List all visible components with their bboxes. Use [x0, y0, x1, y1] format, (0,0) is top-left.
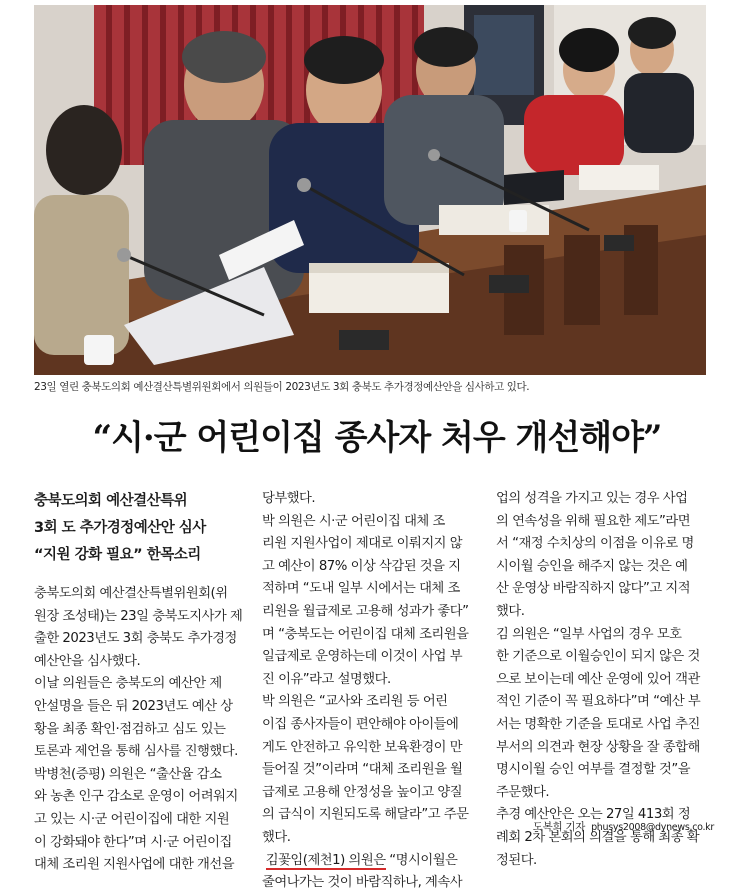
news-photo [34, 5, 706, 375]
body-line: 줄여나가는 것이 바람직하나, 계속사 [262, 875, 463, 891]
body-line: 으로 보이는데 예산 운영에 있어 객관 [496, 671, 700, 687]
body-line: 리원을 월급제로 고용해 성과가 좋다” [262, 603, 469, 619]
body-line: 대체 조리원 지원사업에 대한 개선을 [34, 857, 235, 873]
reporter-name: 도복희 기자 [532, 821, 586, 833]
highlighted-name: 김꽃임(제천1) 의원은 [265, 852, 386, 868]
body-line: 게도 안전하고 유익한 보육환경이 만 [262, 739, 463, 755]
body-line: 례회 2차 본회의 의결을 통해 최종 확 [496, 829, 700, 845]
body-line: 의 연속성을 위해 필요한 제도”라면 [496, 513, 691, 529]
body-line: 며 “충북도는 어린이집 대체 조리원을 [262, 626, 469, 642]
body-line: 일급제로 운영하는데 이것이 사업 부 [262, 649, 463, 665]
body-line: 추경 예산안은 오는 27일 413회 정 [496, 807, 691, 823]
body-line: 출한 2023년도 3회 충북도 추가경정 [34, 631, 237, 647]
body-line: 의 급식이 지원되도록 해달라”고 주문 [262, 807, 469, 823]
body-line: 리원 지원사업이 제대로 이뤄지지 않 [262, 536, 463, 552]
body-line: 예산안을 심사했다. [34, 653, 141, 669]
body-line: 고 예산이 87% 이상 삭감된 것을 지 [262, 558, 461, 574]
body-line: 고 있는 시·군 어린이집에 대한 지원 [34, 811, 230, 827]
body-line: 박병천(증평) 의원은 “출산율 감소 [34, 766, 222, 782]
body-line: 했다. [262, 829, 291, 845]
body-line: 주문했다. [496, 784, 550, 800]
body-line: 적하며 “도내 일부 시에서는 대체 조 [262, 581, 460, 597]
body-line: 정된다. [496, 852, 537, 868]
article-column-2 [262, 488, 480, 895]
body-line: 이집 종사자들이 편안해야 아이들에 [262, 716, 459, 732]
council-meeting-photo-icon [34, 5, 706, 375]
body-line: 업의 성격을 가지고 있는 경우 사업 [496, 491, 688, 506]
body-line: 안설명을 들은 뒤 2023년도 예산 상 [34, 698, 233, 714]
body-line: 명시이월 승인 여부를 결정할 것”을 [496, 762, 691, 778]
body-line: 박 의원은 “교사와 조리원 등 어린 [262, 694, 448, 710]
body-line: 했다. [496, 603, 525, 619]
article-column-3 [496, 488, 714, 872]
body-line: 산 운영상 바람직하지 않다”고 지적 [496, 581, 691, 597]
body-line: 서 “재정 수치상의 이점을 이유로 명 [496, 536, 694, 552]
body-line: 와 농촌 인구 감소로 운영이 어려워지 [34, 789, 238, 805]
body-line: 황을 최종 확인·점검하고 심도 있는 [34, 721, 226, 737]
body-line: 원장 조성태)는 23일 충북도지사가 제 [34, 608, 243, 624]
body-line: 부서의 의견과 현장 상황을 잘 종합해 [496, 739, 700, 755]
byline [533, 819, 714, 834]
body-line: 들어질 것”이라며 “대체 조리원을 월 [262, 762, 463, 778]
body-line: 급제로 고용해 안정성을 높이고 양질 [262, 784, 463, 800]
body-line: 당부했다. [262, 491, 316, 506]
body-line: 적인 기준이 꼭 필요하다”며 “예산 부 [496, 694, 701, 710]
body-line: 이 강화돼야 한다”며 시·군 어린이집 [34, 834, 232, 850]
body-line-highlight [262, 850, 480, 873]
body-line: 토론과 제언을 통해 심사를 진행했다. [34, 744, 238, 760]
headline: “시·군 어린이집 종사자 처우 개선해야” [92, 418, 662, 458]
body-line: 충북도의회 예산결산특별위원회(위 [34, 586, 228, 601]
body-line: 한 기준으로 이월승인이 되지 않은 것 [496, 649, 700, 665]
reporter-email[interactable]: phusys2008@dynews.co.kr [591, 822, 714, 833]
subheadline [34, 488, 244, 569]
article-column-1 [34, 488, 244, 877]
subheadline-line: 충북도의회 예산결산특위 [34, 493, 188, 509]
photo-caption: 23일 열린 충북도의회 예산결산특별위원회에서 의원들이 2023년도 3회 충북도 추가경정예산안을 심사하고 있다. [34, 381, 530, 393]
body-line: 시이월 승인을 해주지 않는 것은 예 [496, 558, 688, 574]
body-line: 박 의원은 시·군 어린이집 대체 조 [262, 513, 445, 529]
body-line: 김 의원은 “일부 사업의 경우 모호 [496, 626, 682, 642]
body-text: “명시이월은 [385, 852, 458, 868]
body-line: 이날 의원들은 충북도의 예산안 제 [34, 676, 222, 692]
subheadline-line: “지원 강화 필요” 한목소리 [34, 547, 201, 563]
body-line: 진 이유”라고 설명했다. [262, 671, 391, 687]
body-line: 서는 명확한 기준을 토대로 사업 추진 [496, 716, 700, 732]
subheadline-line: 3회 도 추가경정예산안 심사 [34, 520, 206, 536]
